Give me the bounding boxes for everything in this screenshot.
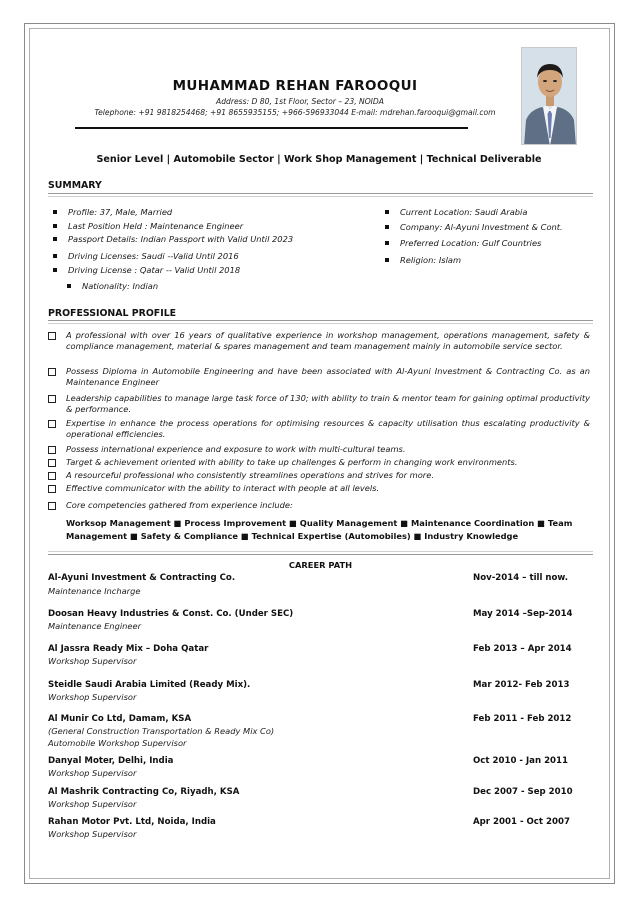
career-dates: May 2014 –Sep-2014 [473, 609, 573, 619]
candidate-name: MUHAMMAD REHAN FAROOQUI [172, 78, 418, 94]
career-company: Al Mashrik Contracting Co, Riyadh, KSA [48, 787, 240, 797]
summary-item-nationality: Nationality: Indian [82, 281, 159, 291]
profile-point: Possess international experience and exposure to work with multi-cultural teams. [66, 444, 406, 454]
summary-item: Current Location: Saudi Arabia [400, 207, 528, 217]
career-rule-light [48, 551, 593, 552]
checkbox-bullet-icon [48, 502, 56, 510]
career-role: Workshop Supervisor [48, 799, 137, 809]
career-role-detail: (General Construction Transportation & Ready Mix Co) [48, 726, 275, 736]
contact-line: Telephone: +91 9818254468; +91 8655935155; +966-596933044 E-mail: mdrehan.farooqui@gmail.com [94, 108, 496, 117]
profile-point: Effective communicator with the ability to interact with people at all levels. [66, 483, 380, 493]
profile-rule [48, 320, 593, 321]
checkbox-bullet-icon [48, 459, 56, 467]
career-dates: Feb 2011 - Feb 2012 [473, 714, 572, 724]
career-role: Workshop Supervisor [48, 692, 137, 702]
profile-point: A resourceful professional who consistently streamlines operations and strives for more. [66, 470, 434, 480]
checkbox-bullet-icon [48, 485, 56, 493]
career-dates: Dec 2007 - Sep 2010 [473, 787, 573, 797]
checkbox-bullet-icon [48, 368, 56, 376]
profile-heading: PROFESSIONAL PROFILE [48, 308, 177, 319]
career-role: Maintenance Incharge [48, 586, 141, 596]
career-role: Workshop Supervisor [48, 829, 137, 839]
profile-point: Core competencies gathered from experience include: [66, 500, 293, 510]
core-competencies: Worksop Management ■ Process Improvement ■ Quality Management ■ Maintenance Coordination ■ Team Management ■ Safety & Compliance ■ Technical Expertise (Automobiles) ■ Industry Knowledge [66, 518, 573, 541]
summary-item: Company: Al-Ayuni Investment & Cont. [400, 222, 563, 232]
profile-point: A professional with over 16 years of qualitative experience in workshop management, operations management, safety & compliance management, material & spares management and team management mainly in automobile service sector. [66, 330, 590, 351]
address-line: Address: D 80, 1st Floor, Sector – 23, NOIDA [216, 97, 384, 106]
profile-photo [521, 47, 577, 145]
career-company: Doosan Heavy Industries & Const. Co. (Under SEC) [48, 609, 294, 619]
headline-tagline: Senior Level | Automobile Sector | Work Shop Management | Technical Deliverable [96, 154, 542, 165]
checkbox-bullet-icon [48, 446, 56, 454]
checkbox-bullet-icon [48, 420, 56, 428]
career-company: Al-Ayuni Investment & Contracting Co. [48, 573, 236, 583]
summary-item: Passport Details: Indian Passport with Valid Until 2023 [68, 234, 294, 244]
career-rule [48, 554, 593, 555]
career-dates: Mar 2012- Feb 2013 [473, 680, 570, 690]
career-company: Al Jassra Ready Mix – Doha Qatar [48, 644, 209, 654]
career-dates: Oct 2010 - Jan 2011 [473, 756, 568, 766]
career-role: Automobile Workshop Supervisor [48, 738, 187, 748]
profile-point: Target & achievement oriented with ability to take up challenges & perform in changing work environments. [66, 457, 518, 467]
profile-point: Leadership capabilities to manage large task force of 130; with ability to train & mentor team for gaining optimal productivity & performance. [66, 393, 590, 414]
career-role: Workshop Supervisor [48, 656, 137, 666]
career-dates: Nov-2014 – till now. [473, 573, 569, 583]
career-company: Al Munir Co Ltd, Damam, KSA [48, 714, 192, 724]
summary-item: Religion: Islam [400, 255, 462, 265]
summary-item: Profile: 37, Male, Married [68, 207, 173, 217]
career-company: Steidle Saudi Arabia Limited (Ready Mix). [48, 680, 251, 690]
summary-rule [48, 193, 593, 194]
career-role: Workshop Supervisor [48, 768, 137, 778]
career-company: Danyal Moter, Delhi, India [48, 756, 174, 766]
career-company: Rahan Motor Pvt. Ltd, Noida, India [48, 817, 216, 827]
summary-heading: SUMMARY [48, 180, 102, 191]
profile-point: Expertise in enhance the process operations for optimising resources & capacity utilisation thus escalating productivity & operational efficiencies. [66, 418, 590, 439]
summary-item: Last Position Held : Maintenance Engineer [68, 221, 244, 231]
header-rule [75, 127, 468, 129]
profile-rule-light [48, 323, 593, 324]
checkbox-bullet-icon [48, 472, 56, 480]
career-heading: CAREER PATH [288, 560, 353, 570]
career-role: Maintenance Engineer [48, 621, 142, 631]
career-dates: Feb 2013 – Apr 2014 [473, 644, 572, 654]
summary-rule-light [48, 196, 593, 197]
checkbox-bullet-icon [48, 332, 56, 340]
summary-item: Driving License : Qatar -- Valid Until 2018 [68, 265, 241, 275]
summary-item: Preferred Location: Gulf Countries [400, 238, 542, 248]
checkbox-bullet-icon [48, 395, 56, 403]
summary-item: Driving Licenses: Saudi --Valid Until 2016 [68, 251, 239, 261]
profile-point: Possess Diploma in Automobile Engineering and have been associated with Al-Ayuni Investment & Contracting Co. as an Maintenance Engineer [66, 366, 590, 387]
career-dates: Apr 2001 - Oct 2007 [473, 817, 570, 827]
